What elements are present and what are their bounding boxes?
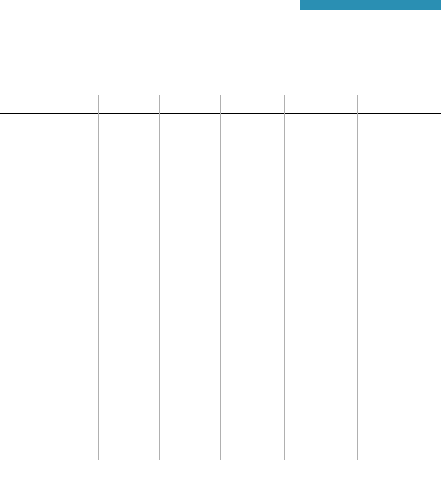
column-divider xyxy=(159,95,160,460)
column-divider xyxy=(357,95,358,460)
column-divider xyxy=(220,95,221,460)
column-divider xyxy=(284,95,285,460)
lab-logo-banner xyxy=(300,0,441,10)
column-divider xyxy=(98,95,99,460)
